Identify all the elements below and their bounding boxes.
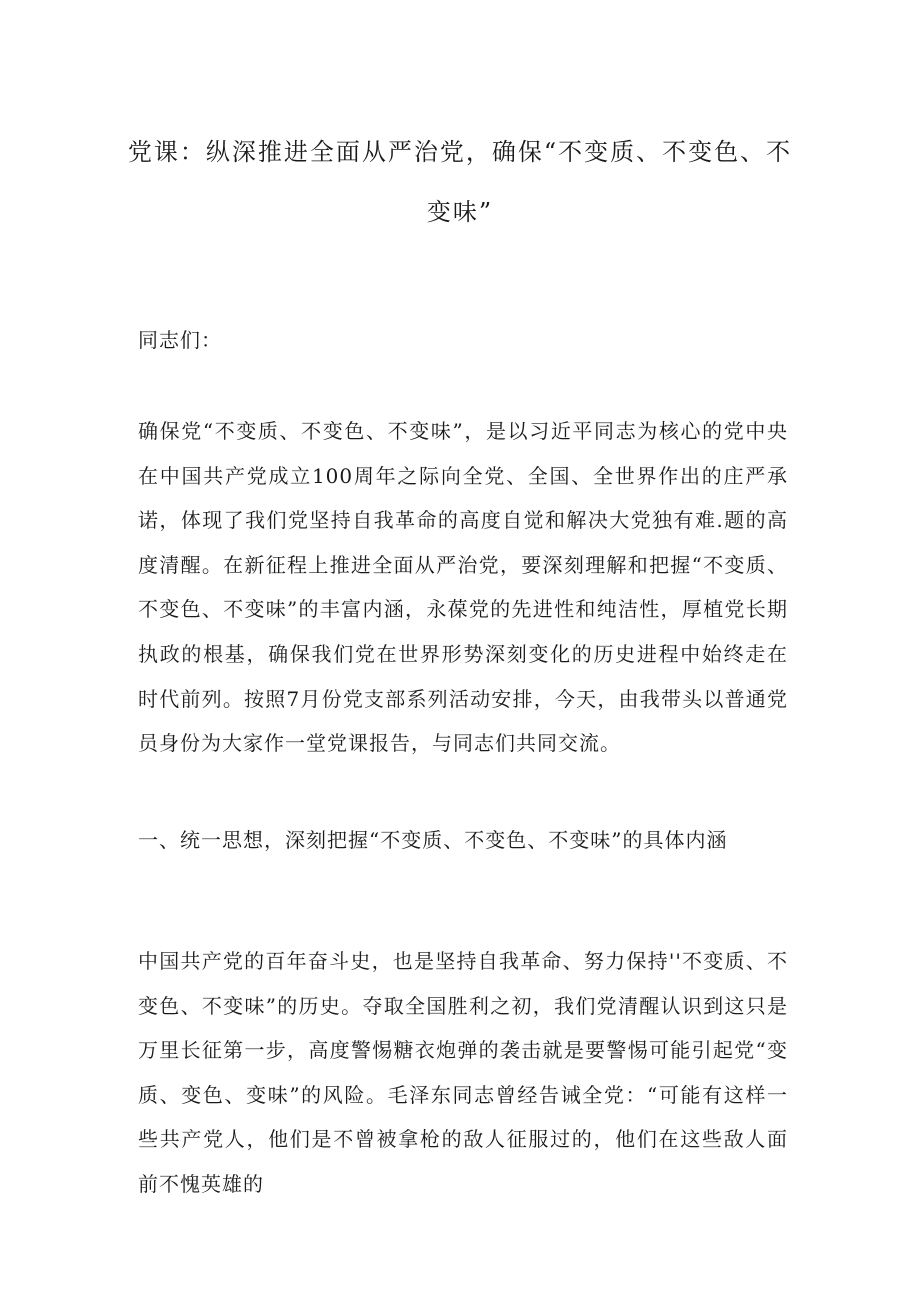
body-paragraph: 中国共产党的百年奋斗史，也是坚持自我革命、努力保持''不变质、不变色、不变味”的历史。夺取全国胜利之初，我们党清醒认识到这只是万里长征第一步，高度警惕糖衣炮弹的袭击就是要警惕可能引起党“变质、变色、变味”的风险。毛泽东同志曾经告诫全党：“可能有这样一些共产党人，他们是不曾被拿枪的敌人征服过的，他们在这些敌人面前不愧英雄的 — [138, 949, 788, 1196]
document-title: 党课：纵深推进全面从严治党，确保“不变质、不变色、不变味” — [127, 138, 793, 226]
greeting: 同志们： — [138, 328, 222, 352]
intro-paragraph: 确保党“不变质、不变色、不变味”，是以习近平同志为核心的党中央在中国共产党成立100周年之际向全党、全国、全世界作出的庄严承诺，体现了我们党坚持自我革命的高度自觉和解决大党独有难.题的高度清醒。在新征程上推进全面从严治党，要深刻理解和把握“不变质、不变色、不变味”的丰富内涵，永葆党的先进性和纯洁性，厚植党长期执政的根基，确保我们党在世界形势深刻变化的历史进程中始终走在时代前列。按照7月份党支部系列活动安排，今天，由我带头以普通党员身份为大家作一堂党课报告，与同志们共同交流。 — [138, 419, 788, 756]
section-heading: 一、统一思想，深刻把握“不变质、不变色、不变味”的具体内涵 — [138, 828, 728, 852]
